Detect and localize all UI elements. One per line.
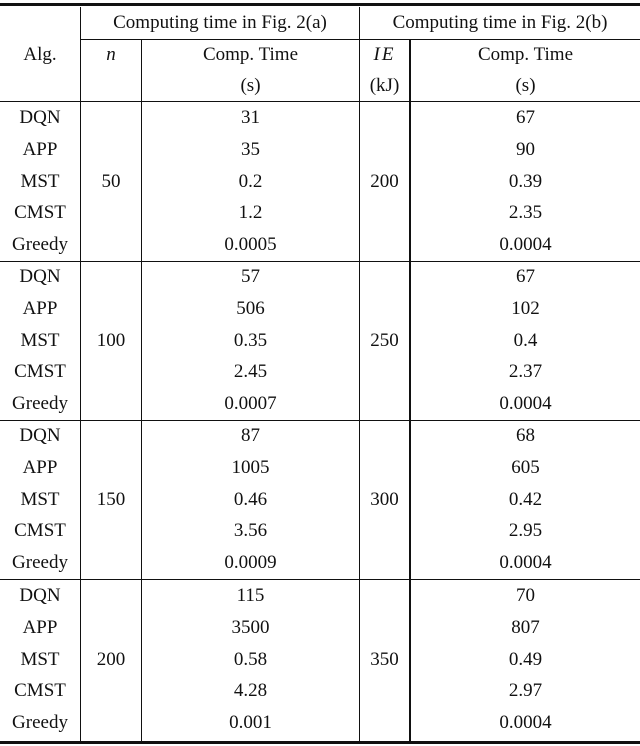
alg-name: APP: [22, 138, 58, 160]
alg-name: DQN: [19, 266, 61, 287]
time-a-value: 1.2: [238, 202, 263, 224]
col-divider: [80, 7, 81, 741]
time-a-value: 57: [241, 266, 260, 287]
time-a-value: 0.58: [233, 648, 268, 670]
n-value: 100: [96, 329, 126, 351]
header-rule: [0, 101, 640, 102]
time-b-value: 0.42: [508, 488, 543, 510]
time-b-value: 102: [511, 297, 540, 319]
alg-name: APP: [22, 297, 58, 319]
n-value: 150: [96, 488, 126, 510]
ie-value: 300: [370, 488, 399, 510]
alg-name: MST: [20, 170, 60, 192]
group-rule: [0, 261, 640, 262]
ie-value: 250: [370, 329, 399, 351]
time-b-unit: (s): [515, 75, 536, 96]
group-a-title: Computing time in Fig. 2(a): [113, 12, 327, 33]
group-rule: [0, 420, 640, 421]
time-a-header: Comp. Time: [202, 44, 299, 65]
time-a-value: 0.0005: [224, 234, 277, 256]
time-a-value: 3.56: [233, 520, 268, 542]
ie-unit: (kJ): [369, 75, 400, 96]
time-b-value: 0.39: [508, 170, 543, 192]
time-b-value: 2.97: [508, 680, 543, 702]
time-a-value: 115: [236, 585, 265, 606]
time-b-value: 0.0004: [499, 234, 552, 256]
time-b-value: 2.37: [508, 361, 543, 383]
time-b-value: 67: [516, 266, 535, 287]
ie-value: 200: [370, 170, 399, 192]
alg-name: CMST: [14, 202, 66, 224]
time-b-value: 0.0004: [499, 712, 552, 734]
time-b-value: 2.35: [508, 202, 543, 224]
time-a-value: 0.2: [238, 170, 263, 192]
alg-header: Alg.: [23, 44, 57, 65]
alg-name: MST: [20, 648, 60, 670]
n-value: 200: [96, 648, 126, 670]
top-rule: [0, 3, 640, 6]
time-b-value: 0.49: [508, 648, 543, 670]
time-b-value: 90: [516, 138, 535, 160]
time-b-value: 67: [516, 107, 535, 128]
col-divider: [359, 7, 360, 741]
time-b-value: 0.0004: [499, 552, 552, 574]
time-b-header: Comp. Time: [477, 44, 574, 65]
ie-value: 350: [370, 648, 399, 670]
alg-name: Greedy: [12, 393, 68, 415]
alg-name: DQN: [19, 425, 61, 446]
alg-name: Greedy: [12, 712, 68, 734]
alg-name: APP: [22, 456, 58, 478]
time-b-value: 2.95: [508, 520, 543, 542]
time-a-value: 3500: [231, 616, 270, 638]
time-b-value: 605: [511, 456, 540, 478]
group-b-title: Computing time in Fig. 2(b): [392, 12, 608, 33]
time-b-value: 0.0004: [499, 393, 552, 415]
alg-name: Greedy: [12, 552, 68, 574]
alg-name: CMST: [14, 680, 66, 702]
time-a-unit: (s): [240, 75, 261, 96]
n-value: 50: [101, 170, 121, 192]
time-a-value: 0.0007: [224, 393, 277, 415]
time-b-value: 807: [511, 616, 540, 638]
time-a-value: 0.46: [233, 488, 268, 510]
time-a-value: 2.45: [233, 361, 268, 383]
time-a-value: 0.0009: [224, 552, 277, 574]
time-a-value: 0.35: [233, 329, 268, 351]
alg-name: DQN: [19, 585, 61, 606]
alg-name: CMST: [14, 520, 66, 542]
time-b-value: 0.4: [513, 329, 538, 351]
bottom-rule: [0, 741, 640, 744]
time-b-value: 70: [516, 585, 535, 606]
alg-name: MST: [20, 329, 60, 351]
alg-name: CMST: [14, 361, 66, 383]
alg-name: Greedy: [12, 234, 68, 256]
time-a-value: 35: [241, 138, 260, 160]
ie-header: IE: [373, 44, 396, 65]
alg-name: APP: [22, 616, 58, 638]
time-a-value: 87: [241, 425, 260, 446]
time-a-value: 506: [236, 297, 265, 319]
time-a-value: 1005: [231, 456, 270, 478]
n-header: n: [106, 44, 116, 65]
alg-name: DQN: [19, 107, 61, 128]
alg-name: MST: [20, 488, 60, 510]
time-a-value: 31: [241, 107, 260, 128]
group-rule: [0, 579, 640, 580]
time-a-value: 0.001: [229, 712, 272, 734]
time-a-value: 4.28: [233, 680, 268, 702]
time-b-value: 68: [516, 425, 535, 446]
